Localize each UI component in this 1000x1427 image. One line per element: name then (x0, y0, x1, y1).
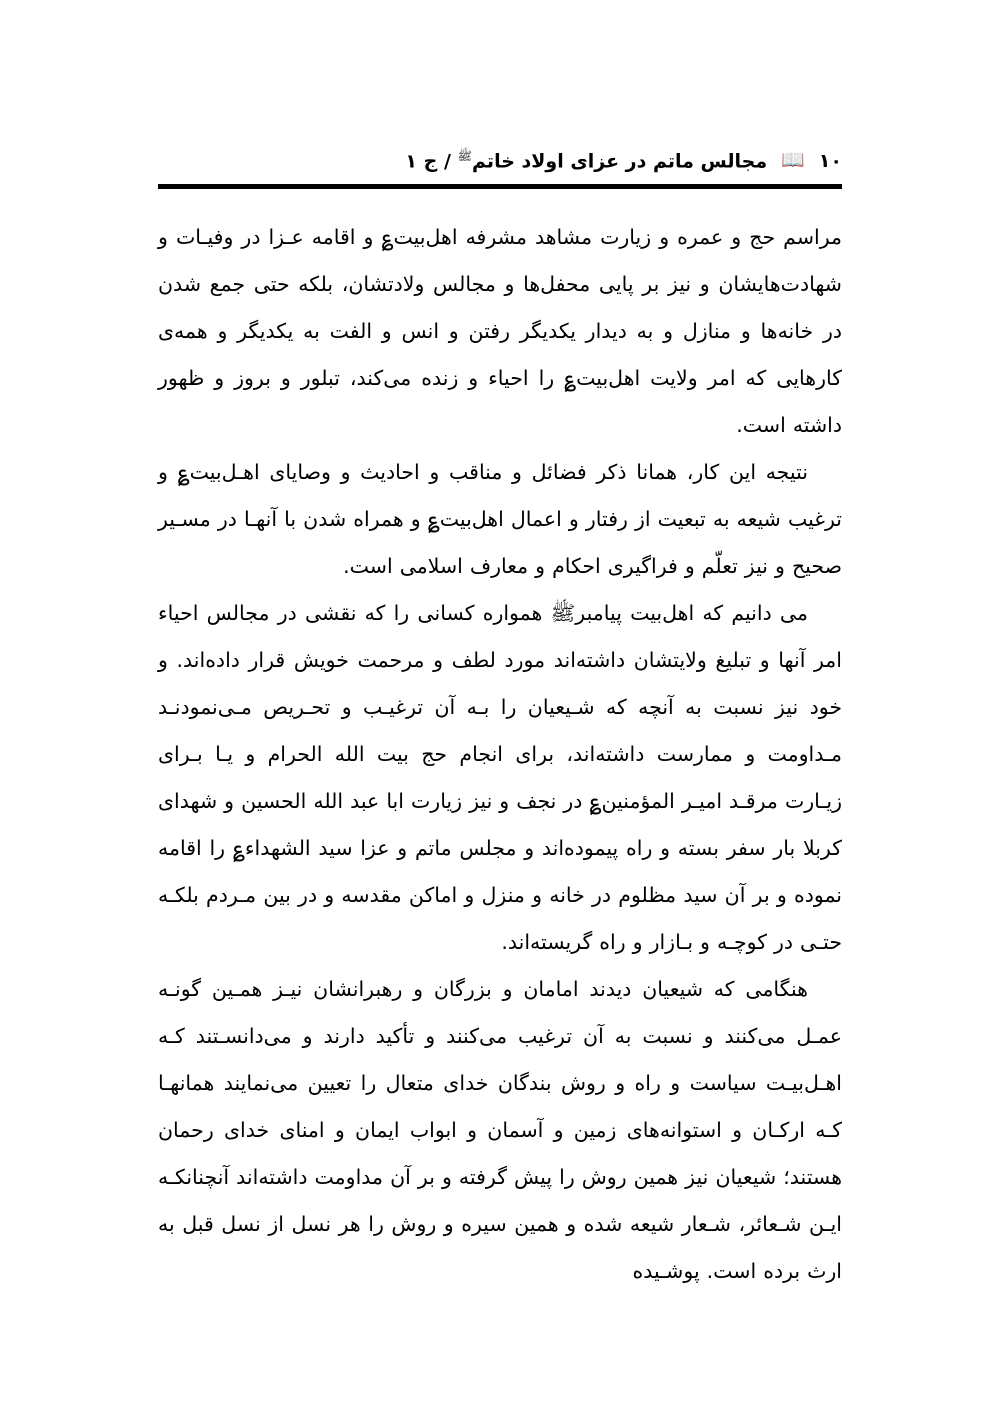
header-divider-rule (158, 184, 842, 189)
book-open-icon: 📖 (781, 148, 805, 171)
header-honorific-sigla: ﷺ (457, 149, 473, 164)
page-number: ۱۰ (818, 149, 842, 172)
header-volume: / ج ۱ (405, 150, 451, 173)
paragraph: هنگامی که شیعیان دیدند امامان و بزرگان و رهبرانشان نیـز همـین گونـه عمـل می‌کنند و نسبت به آن ترغیب می‌کنند و تأکید دارند و می‌دانسـتند کـه اهـل‌بیـت سیاست و راه و روش بندگان خدای متعال را تعیین می‌نمایند همانهـا کـه ارکـان و استوانه‌های زمین و آسمان و ابواب ایمان و امنای خدای رحمان هستند؛ شیعیان نیز همین روش را پیش گرفته و بر آن مداومت داشته‌اند آنچنانکـه ایـن شـعائر، شـعار شیعه شده و همین سیره و روش را هر نسل از نسل قبل به ارث برده است. پوشـیده (158, 977, 842, 1283)
header-title-text: مجالس ماتم در عزای اولاد خاتم (472, 150, 768, 173)
body-text-column (158, 214, 842, 1295)
paragraph: می دانیم که اهل‌بیت پیامبرﷺ همواره کسانی را که نقشی در مجالس احیاء امر آنها و تبلیغ ولایتشان داشته‌اند مورد لطف و مرحمت خویش قرار داده‌اند. و خود نیز نسبت به آنچه که شـیعیان را بـه آن ترغیـب و تحـریص مـی‌نمودنـد مـداومت و ممارست داشته‌اند، برای انجام حج بیت الله الحرام و یـا بـرای زیـارت مرقـد امیـر المؤمنین؏ در نجف و نیز زیارت ابا عبد الله الحسین و شهدای کربلا بار سفر بسته و راه پیموده‌اند و مجلس ماتم و عزا سید الشهداء؏ را اقامه نموده و بر آن سید مظلوم در خانه و منزل و اماکن مقدسه و در بین مـردم بلکـه حتـی در کوچـه و بـازار و راه گریسته‌اند. (158, 601, 842, 954)
paragraph: مراسم حج و عمره و زیارت مشاهد مشرفه اهل‌بیت؏ و اقامه عـزا در وفیـات و شهادت‌هایشان و نیز بر پایی محفل‌ها و مجالس ولادتشان، بلکه حتی جمع شدن در خانه‌ها و منازل و به دیدار یکدیگر رفتن و انس و الفت به یکدیگر و همه‌ی کارهایی که امر ولایت اهل‌بیت؏ را احیاء و زنده می‌کند، تبلور و بروز و ظهور داشته است. (158, 225, 842, 437)
running-header (158, 140, 842, 182)
paragraph: نتیجه این کار، همانا ذکر فضائل و مناقب و احادیث و وصایای اهـل‌بیت؏ و ترغیب شیعه به تبعیت از رفتار و اعمال اهل‌بیت؏ و همراه شدن با آنهـا در مسـیر صحیح و نیز تعلّم و فراگیری احکام و معارف اسلامی است. (158, 460, 842, 578)
header-book-title (405, 150, 767, 171)
